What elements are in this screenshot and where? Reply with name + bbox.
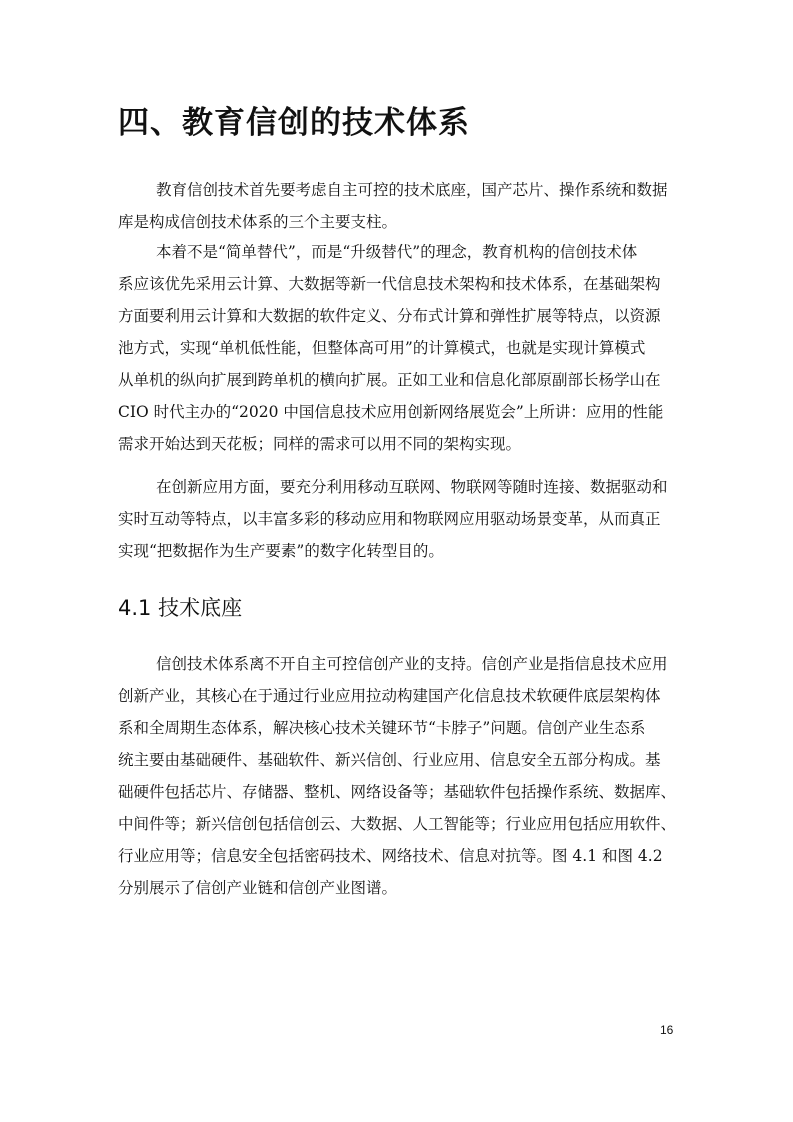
paragraph-3 <box>118 471 678 567</box>
paragraph-line: 创新产业，其核心在于通过行业应用拉动构建国产化信息技术软硬件底层架构体 <box>118 687 661 705</box>
paragraph-line: 分别展示了信创产业链和信创产业图谱。 <box>118 879 398 897</box>
paragraph-line: 统主要由基础硬件、基础软件、新兴信创、行业应用、信息安全五部分构成。基 <box>118 751 661 769</box>
paragraph-line: 池方式，实现“单机低性能，但整体高可用”的计算模式，也就是实现计算模式 <box>118 339 646 357</box>
paragraph-line: 从单机的纵向扩展到跨单机的横向扩展。正如工业和信息化部原副部长杨学山在 <box>118 371 661 389</box>
paragraph-line: CIO 时代主办的“2020 中国信息技术应用创新网络展览会”上所讲：应用的性能 <box>118 403 664 421</box>
paragraph-line: 需求开始达到天花板；同样的需求可以用不同的架构实现。 <box>118 435 522 453</box>
paragraph-line: 方面要利用云计算和大数据的软件定义、分布式计算和弹性扩展等特点，以资源 <box>118 307 661 325</box>
paragraph-line: 本着不是“简单替代”，而是“升级替代”的理念，教育机构的信创技术体 <box>156 243 638 261</box>
paragraph-line: 在创新应用方面，要充分利用移动互联网、物联网等随时连接、数据驱动和 <box>156 478 668 496</box>
paragraph-line: 信创技术体系离不开自主可控信创产业的支持。信创产业是指信息技术应用 <box>156 655 668 673</box>
paragraph-1 <box>118 174 678 238</box>
paragraph-line: 实现“把数据作为生产要素”的数字化转型目的。 <box>118 542 444 560</box>
paragraph-line: 实时互动等特点，以丰富多彩的移动应用和物联网应用驱动场景变革，从而真正 <box>118 510 661 528</box>
paragraph-line: 中间件等；新兴信创包括信创云、大数据、人工智能等；行业应用包括应用软件、 <box>118 815 677 833</box>
paragraph-line: 库是构成信创技术体系的三个主要支柱。 <box>118 213 398 231</box>
section-paragraph <box>118 648 678 904</box>
section-heading: 4.1 技术底座 <box>118 596 243 620</box>
paragraph-line: 础硬件包括芯片、存储器、整机、网络设备等；基础软件包括操作系统、数据库、 <box>118 783 677 801</box>
page-number: 16 <box>660 1023 674 1037</box>
paragraph-line: 教育信创技术首先要考虑自主可控的技术底座，国产芯片、操作系统和数据 <box>156 181 668 199</box>
paragraph-line: 系应该优先采用云计算、大数据等新一代信息技术架构和技术体系，在基础架构 <box>118 275 661 293</box>
paragraph-2 <box>118 236 678 460</box>
chapter-heading: 四、教育信创的技术体系 <box>118 105 470 141</box>
paragraph-line: 行业应用等；信息安全包括密码技术、网络技术、信息对抗等。图 4.1 和图 4.2 <box>118 847 663 865</box>
paragraph-line: 系和全周期生态体系，解决核心技术关键环节“卡脖子”问题。信创产业生态系 <box>118 719 646 737</box>
